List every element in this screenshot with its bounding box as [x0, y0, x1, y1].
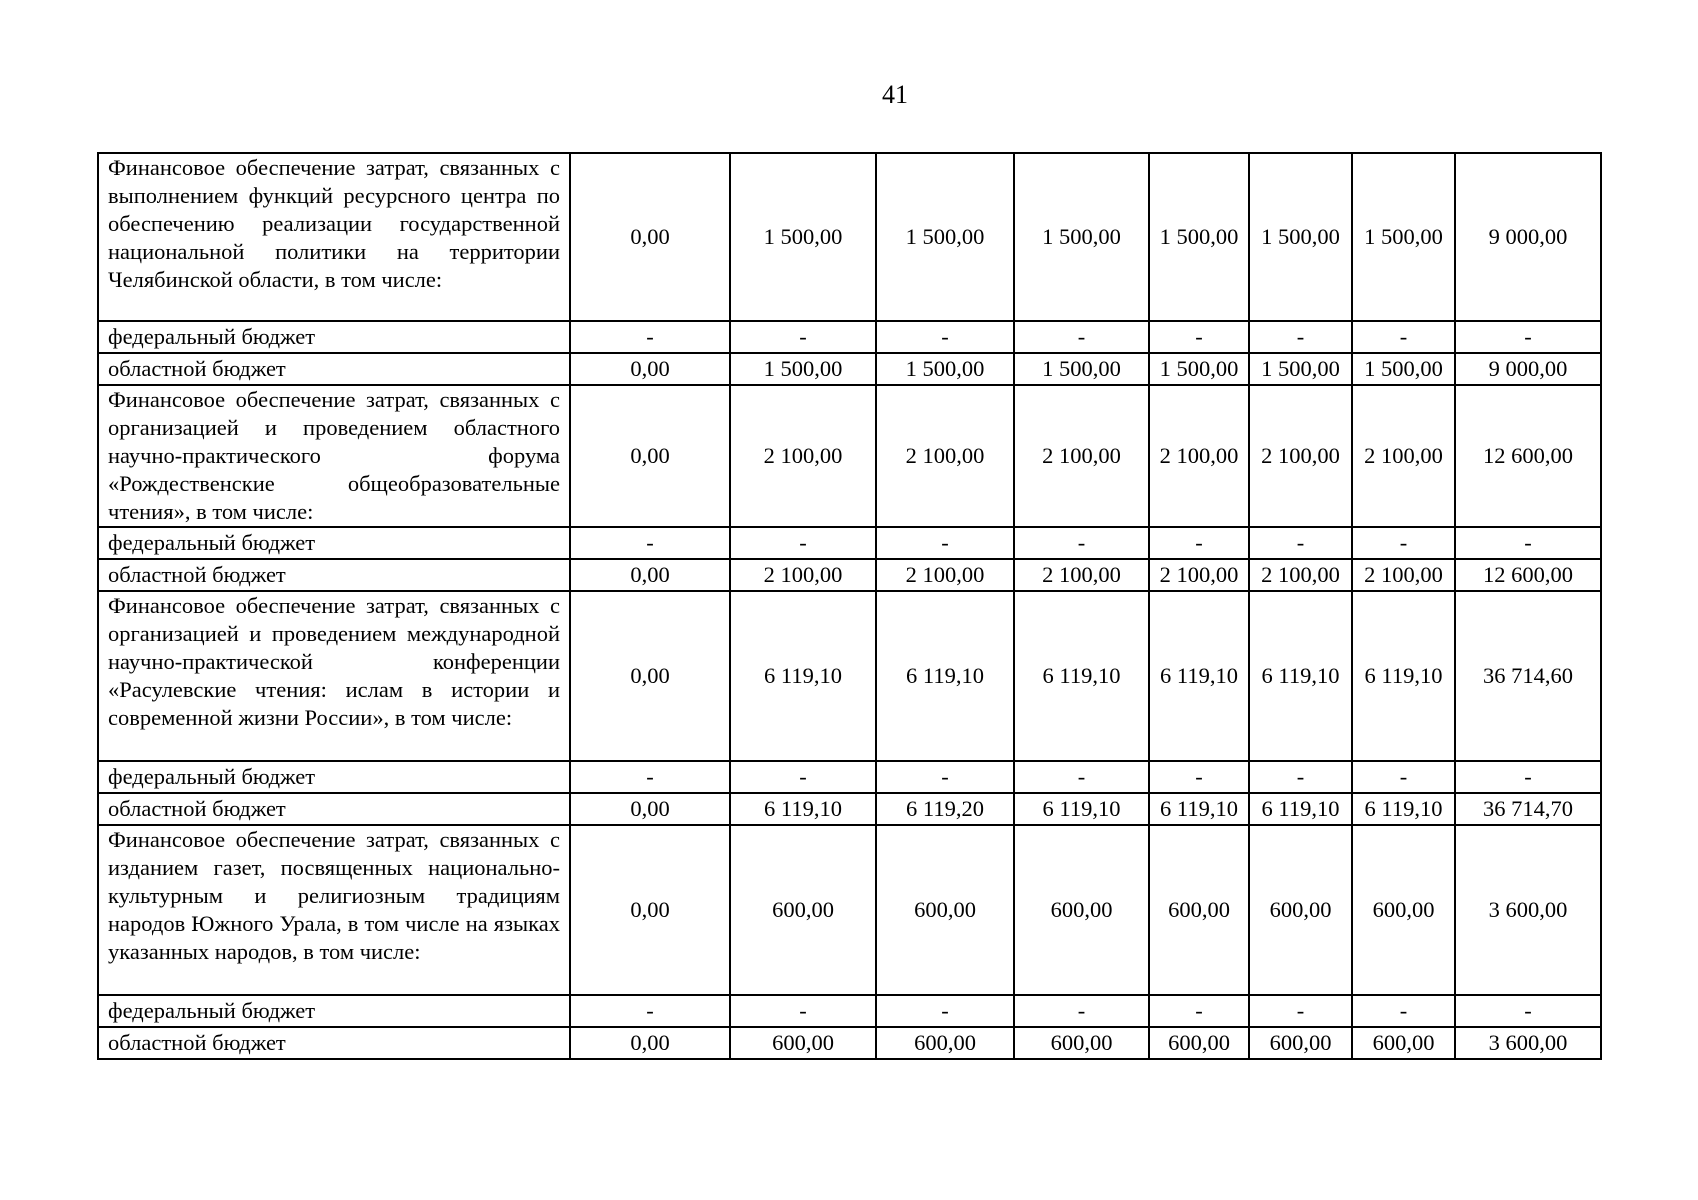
- section-value-cell: 6 119,10: [1149, 591, 1249, 761]
- section-value-cell: 0,00: [570, 825, 730, 995]
- section-value-cell: 6 119,10: [1249, 591, 1352, 761]
- section-value-cell: 600,00: [1149, 825, 1249, 995]
- regional-budget-value-cell: 1 500,00: [730, 353, 876, 385]
- federal-budget-value-cell: -: [1455, 527, 1601, 559]
- federal-budget-value-cell: -: [570, 527, 730, 559]
- regional-budget-value-cell: 600,00: [1352, 1027, 1455, 1059]
- regional-budget-value-cell: 2 100,00: [1014, 559, 1149, 591]
- federal-budget-value-cell: -: [1455, 995, 1601, 1027]
- section-value-cell: 1 500,00: [1014, 153, 1149, 321]
- budget-table-body: [98, 153, 1601, 1059]
- federal-budget-value-cell: -: [876, 321, 1014, 353]
- regional-budget-value-cell: 600,00: [1014, 1027, 1149, 1059]
- federal-budget-value-cell: -: [876, 527, 1014, 559]
- federal-budget-value-cell: -: [1455, 321, 1601, 353]
- regional-budget-value-cell: 6 119,10: [1352, 793, 1455, 825]
- section-value-cell: 6 119,10: [876, 591, 1014, 761]
- federal-budget-label: федеральный бюджет: [98, 527, 570, 559]
- section-value-cell: 3 600,00: [1455, 825, 1601, 995]
- federal-budget-label: федеральный бюджет: [98, 995, 570, 1027]
- regional-budget-value-cell: 1 500,00: [1149, 353, 1249, 385]
- section-value-cell: 1 500,00: [730, 153, 876, 321]
- section-value-cell: 0,00: [570, 153, 730, 321]
- section-value-cell: 36 714,60: [1455, 591, 1601, 761]
- regional-budget-label: областной бюджет: [98, 353, 570, 385]
- federal-budget-value-cell: -: [730, 527, 876, 559]
- regional-budget-value-cell: 3 600,00: [1455, 1027, 1601, 1059]
- section-value-cell: 0,00: [570, 385, 730, 527]
- section-value-cell: 0,00: [570, 591, 730, 761]
- regional-budget-row: [98, 1027, 1601, 1059]
- regional-budget-value-cell: 2 100,00: [876, 559, 1014, 591]
- section-value-cell: 2 100,00: [1014, 385, 1149, 527]
- federal-budget-value-cell: -: [1249, 527, 1352, 559]
- section-value-cell: 600,00: [730, 825, 876, 995]
- regional-budget-value-cell: 600,00: [876, 1027, 1014, 1059]
- page-number: 41: [882, 80, 908, 109]
- regional-budget-value-cell: 6 119,10: [1249, 793, 1352, 825]
- section-value-cell: 9 000,00: [1455, 153, 1601, 321]
- federal-budget-value-cell: -: [570, 761, 730, 793]
- federal-budget-value-cell: -: [876, 761, 1014, 793]
- regional-budget-row: [98, 793, 1601, 825]
- regional-budget-value-cell: 2 100,00: [1352, 559, 1455, 591]
- regional-budget-value-cell: 6 119,10: [1149, 793, 1249, 825]
- federal-budget-value-cell: -: [730, 321, 876, 353]
- federal-budget-value-cell: -: [1352, 995, 1455, 1027]
- section-title: Финансовое обеспечение затрат, связанных с организацией и проведением областного научно-практического форума «Рождественские общеобразовательные чтения», в том числе:: [98, 385, 570, 527]
- section-value-cell: 12 600,00: [1455, 385, 1601, 527]
- section-value-cell: 2 100,00: [1249, 385, 1352, 527]
- regional-budget-value-cell: 0,00: [570, 353, 730, 385]
- section-value-cell: 1 500,00: [1352, 153, 1455, 321]
- federal-budget-value-cell: -: [1149, 761, 1249, 793]
- section-value-cell: 6 119,10: [730, 591, 876, 761]
- regional-budget-value-cell: 600,00: [1149, 1027, 1249, 1059]
- federal-budget-value-cell: -: [1149, 321, 1249, 353]
- section-row: [98, 825, 1601, 995]
- regional-budget-value-cell: 9 000,00: [1455, 353, 1601, 385]
- regional-budget-value-cell: 6 119,10: [1014, 793, 1149, 825]
- federal-budget-value-cell: -: [1249, 321, 1352, 353]
- federal-budget-row: [98, 321, 1601, 353]
- federal-budget-row: [98, 995, 1601, 1027]
- regional-budget-label: областной бюджет: [98, 793, 570, 825]
- federal-budget-value-cell: -: [1249, 995, 1352, 1027]
- federal-budget-value-cell: -: [876, 995, 1014, 1027]
- regional-budget-value-cell: 600,00: [730, 1027, 876, 1059]
- regional-budget-value-cell: 600,00: [1249, 1027, 1352, 1059]
- regional-budget-value-cell: 2 100,00: [1249, 559, 1352, 591]
- regional-budget-value-cell: 0,00: [570, 559, 730, 591]
- section-title: Финансовое обеспечение затрат, связанных с организацией и проведением международной научно-практической конференции «Расулевские чтения: ислам в истории и современной жизни России», в том числе:: [98, 591, 570, 761]
- section-value-cell: 600,00: [876, 825, 1014, 995]
- section-value-cell: 2 100,00: [876, 385, 1014, 527]
- section-value-cell: 6 119,10: [1352, 591, 1455, 761]
- section-value-cell: 2 100,00: [730, 385, 876, 527]
- section-title: Финансовое обеспечение затрат, связанных с выполнением функций ресурсного центра по обеспечению реализации государственной национальной политики на территории Челябинской области, в том числе:: [98, 153, 570, 321]
- federal-budget-value-cell: -: [1014, 995, 1149, 1027]
- section-row: [98, 385, 1601, 527]
- regional-budget-label: областной бюджет: [98, 559, 570, 591]
- federal-budget-value-cell: -: [570, 995, 730, 1027]
- federal-budget-label: федеральный бюджет: [98, 321, 570, 353]
- section-value-cell: 600,00: [1352, 825, 1455, 995]
- regional-budget-row: [98, 353, 1601, 385]
- regional-budget-value-cell: 6 119,20: [876, 793, 1014, 825]
- section-value-cell: 1 500,00: [1249, 153, 1352, 321]
- regional-budget-value-cell: 1 500,00: [1249, 353, 1352, 385]
- regional-budget-value-cell: 36 714,70: [1455, 793, 1601, 825]
- federal-budget-value-cell: -: [1014, 321, 1149, 353]
- budget-table: [97, 152, 1602, 1060]
- section-row: [98, 591, 1601, 761]
- regional-budget-value-cell: 0,00: [570, 1027, 730, 1059]
- federal-budget-value-cell: -: [1352, 527, 1455, 559]
- regional-budget-value-cell: 2 100,00: [1149, 559, 1249, 591]
- federal-budget-value-cell: -: [730, 995, 876, 1027]
- federal-budget-value-cell: -: [1149, 527, 1249, 559]
- regional-budget-value-cell: 1 500,00: [1014, 353, 1149, 385]
- section-value-cell: 1 500,00: [1149, 153, 1249, 321]
- regional-budget-value-cell: 12 600,00: [1455, 559, 1601, 591]
- section-value-cell: 6 119,10: [1014, 591, 1149, 761]
- section-value-cell: 600,00: [1249, 825, 1352, 995]
- section-row: [98, 153, 1601, 321]
- federal-budget-value-cell: -: [1249, 761, 1352, 793]
- regional-budget-value-cell: 6 119,10: [730, 793, 876, 825]
- regional-budget-row: [98, 559, 1601, 591]
- federal-budget-label: федеральный бюджет: [98, 761, 570, 793]
- section-value-cell: 2 100,00: [1352, 385, 1455, 527]
- federal-budget-value-cell: -: [1352, 321, 1455, 353]
- regional-budget-value-cell: 1 500,00: [1352, 353, 1455, 385]
- federal-budget-row: [98, 527, 1601, 559]
- federal-budget-value-cell: -: [1455, 761, 1601, 793]
- federal-budget-value-cell: -: [1014, 527, 1149, 559]
- regional-budget-label: областной бюджет: [98, 1027, 570, 1059]
- regional-budget-value-cell: 0,00: [570, 793, 730, 825]
- federal-budget-value-cell: -: [1352, 761, 1455, 793]
- federal-budget-row: [98, 761, 1601, 793]
- section-value-cell: 2 100,00: [1149, 385, 1249, 527]
- regional-budget-value-cell: 1 500,00: [876, 353, 1014, 385]
- federal-budget-value-cell: -: [730, 761, 876, 793]
- federal-budget-value-cell: -: [570, 321, 730, 353]
- federal-budget-value-cell: -: [1014, 761, 1149, 793]
- federal-budget-value-cell: -: [1149, 995, 1249, 1027]
- section-title: Финансовое обеспечение затрат, связанных с изданием газет, посвященных национально-культурным и религиозным традициям народов Южного Урала, в том числе на языках указанных народов, в том числе:: [98, 825, 570, 995]
- regional-budget-value-cell: 2 100,00: [730, 559, 876, 591]
- section-value-cell: 1 500,00: [876, 153, 1014, 321]
- section-value-cell: 600,00: [1014, 825, 1149, 995]
